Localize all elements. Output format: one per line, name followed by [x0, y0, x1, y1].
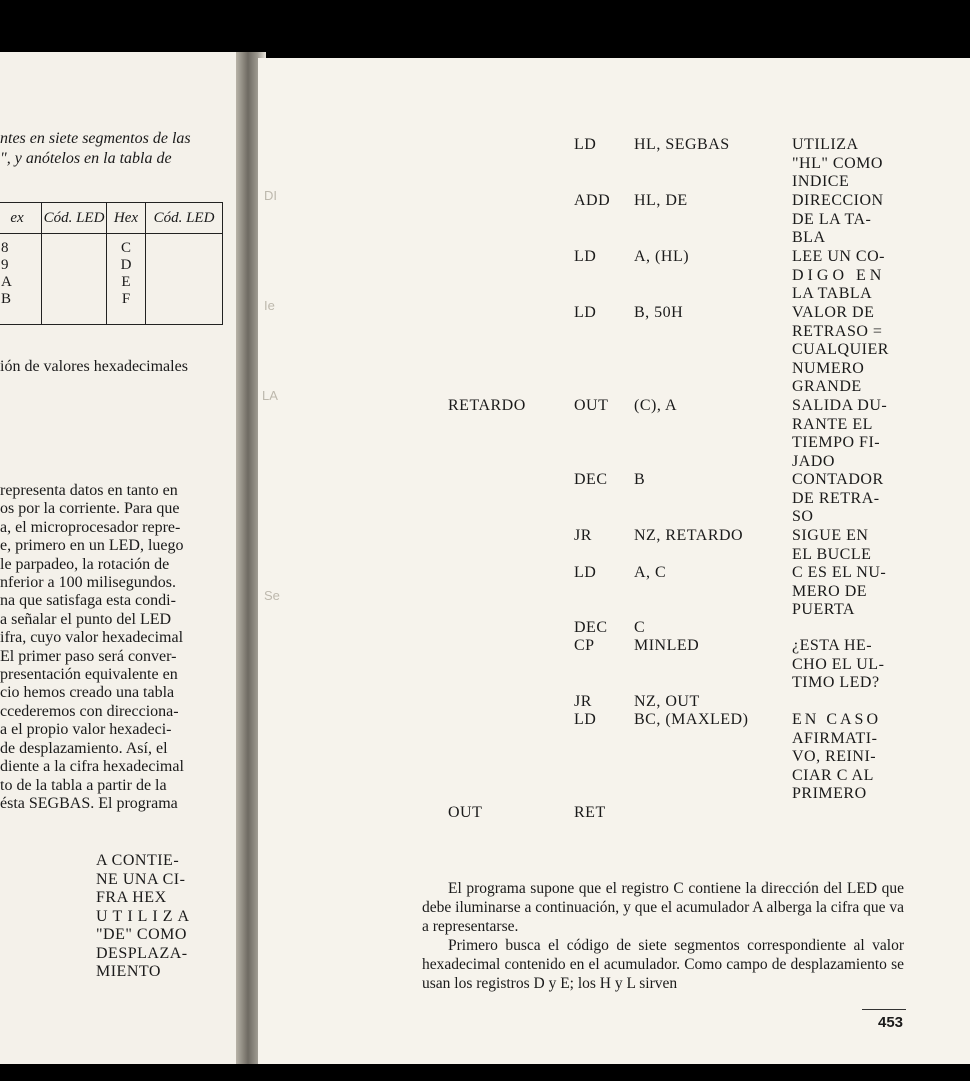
comment-line: INDICE	[792, 173, 850, 190]
table-value: A	[1, 274, 12, 290]
comment-line: FRA HEX	[96, 889, 167, 906]
table-value: 8	[1, 240, 9, 256]
comment-line: ¿ESTA HE-	[792, 637, 873, 654]
code-op: DEC	[574, 471, 608, 488]
text-line: ccederemos con direcciona-	[0, 702, 179, 720]
comment-line: EL BUCLE	[792, 545, 872, 563]
show-through-text: Se	[264, 588, 280, 603]
code-arg: B	[634, 471, 646, 488]
comment-line: CIAR C AL	[792, 766, 874, 784]
comment-line: C ES EL NU-	[792, 564, 887, 581]
table-cell	[0, 234, 42, 325]
comment-line: VALOR DE	[792, 304, 875, 321]
code-comment	[792, 564, 904, 620]
table-cell	[107, 234, 146, 325]
text-line: le parpadeo, la rotación de	[0, 555, 170, 573]
text-line: presentación equivalente en	[0, 666, 178, 684]
comment-line: MIENTO	[96, 963, 161, 980]
code-label: RETARDO	[448, 397, 526, 414]
body-paragraph: El programa supone que el registro C contiene la dirección del LED que debe iluminarse a continuación, y que el acumulador A alberga la cifra que va a representarse.	[422, 880, 904, 935]
hex-led-table	[0, 202, 223, 325]
code-op: JR	[574, 527, 592, 544]
text-line: ifra, cuyo valor hexadecimal	[0, 629, 184, 647]
code-arg: A, C	[634, 564, 667, 581]
code-comment	[96, 852, 208, 982]
left-body-text	[0, 482, 184, 813]
code-op: LD	[574, 136, 597, 153]
comment-line: PUERTA	[792, 601, 855, 618]
comment-line: LA TABLA	[792, 285, 873, 302]
comment-line: TIMO LED?	[792, 674, 880, 691]
code-comment	[792, 192, 904, 248]
page-number-rule	[862, 1009, 906, 1010]
table-header: Cód. LED	[146, 203, 223, 234]
code-op: OUT	[574, 397, 609, 414]
comment-line: GRANDE	[792, 378, 862, 395]
comment-line: SALIDA DU-	[792, 397, 888, 414]
code-op: DEC	[574, 619, 608, 636]
code-comment	[792, 248, 904, 304]
table-value: B	[1, 291, 12, 307]
code-comment	[792, 711, 904, 804]
code-arg: (C), A	[634, 397, 677, 414]
comment-line: UTILIZA	[792, 136, 859, 153]
comment-line: UTILIZA	[96, 907, 195, 925]
code-op: LD	[574, 564, 597, 581]
comment-line: LEE UN CO-	[792, 248, 885, 265]
code-comment	[792, 136, 904, 192]
text-line: os por la corriente. Para que	[0, 500, 180, 518]
comment-line: MERO DE	[792, 582, 868, 600]
comment-line: "HL" COMO	[792, 154, 883, 172]
table-cell	[146, 234, 223, 325]
text-line: de desplazamiento. Así, el	[0, 739, 168, 757]
code-arg: B, 50H	[634, 304, 684, 321]
comment-line: PRIMERO	[792, 785, 867, 802]
show-through-text: DI	[264, 188, 277, 203]
comment-line: VO, REINI-	[792, 748, 877, 765]
comment-line: CUALQUIER	[792, 341, 889, 358]
table-value: C	[120, 240, 131, 256]
comment-line: CONTADOR	[792, 471, 884, 488]
code-comment	[792, 304, 904, 397]
code-arg: NZ, OUT	[634, 693, 700, 710]
right-page	[258, 58, 970, 1064]
code-label: OUT	[448, 804, 483, 821]
comment-line: CHO EL UL-	[792, 655, 885, 673]
code-comment	[792, 397, 904, 471]
text-line: nferior a 100 milisegundos.	[0, 574, 176, 592]
text-line: El primer paso será conver-	[0, 647, 177, 665]
comment-line: BLA	[792, 229, 826, 246]
comment-line: DESPLAZA-	[96, 944, 188, 962]
code-arg: MINLED	[634, 637, 700, 654]
code-comment	[792, 471, 904, 527]
code-comment	[792, 637, 904, 693]
comment-line: DE RETRA-	[792, 489, 880, 507]
comment-line: SIGUE EN	[792, 527, 869, 544]
text-line: e, primero en un LED, luego	[0, 537, 184, 555]
code-arg: NZ, RETARDO	[634, 527, 744, 544]
table-value: D	[120, 257, 132, 273]
code-op: RET	[574, 804, 606, 821]
comment-line: AFIRMATI-	[792, 729, 878, 747]
table-value: 9	[1, 257, 9, 273]
comment-line: NE UNA CI-	[96, 870, 186, 888]
comment-line: "DE" COMO	[96, 926, 187, 943]
text-line: representa datos en tanto en	[0, 482, 178, 499]
comment-line: TIEMPO FI-	[792, 434, 881, 451]
text-line: na que satisfaga esta condi-	[0, 592, 176, 610]
code-arg: HL, SEGBAS	[634, 136, 730, 153]
code-op: LD	[574, 711, 597, 728]
text-line: a el propio valor hexadeci-	[0, 721, 172, 739]
code-comment	[792, 527, 904, 564]
table-cell	[42, 234, 107, 325]
italic-line-2: ", y anótelos en la tabla de	[0, 150, 172, 167]
code-op: ADD	[574, 192, 611, 209]
comment-line: DIRECCION	[792, 192, 884, 209]
italic-line-1: ntes en siete segmentos de las	[0, 130, 191, 147]
text-line: ésta SEGBAS. El programa	[0, 794, 178, 812]
table-value: F	[121, 291, 131, 307]
code-arg: BC, (MAXLED)	[634, 711, 749, 728]
text-line: cio hemos creado una tabla	[0, 684, 175, 702]
table-value: E	[121, 274, 131, 290]
body-paragraph: Primero busca el código de siete segmentos correspondiente al valor hexadecimal contenido en el acumulador. Como campo de desplazamiento se usan los registros D y E; los H y L sirven	[422, 937, 904, 992]
code-op: LD	[574, 248, 597, 265]
code-arg: A, (HL)	[634, 248, 690, 265]
code-op: JR	[574, 693, 592, 710]
text-line: to de la tabla a partir de la	[0, 776, 167, 794]
page-number: 453	[878, 1014, 904, 1031]
left-page	[0, 52, 248, 1064]
show-through-text: LA	[262, 388, 278, 403]
comment-line: JADO	[792, 452, 835, 470]
comment-line: DIGO EN	[792, 266, 886, 284]
comment-line: EN CASO	[792, 711, 882, 728]
table-header: ex	[0, 203, 42, 234]
comment-line: A CONTIE-	[96, 852, 180, 869]
show-through-text: Ie	[264, 298, 275, 313]
text-line: a, el microprocesador repre-	[0, 518, 181, 536]
table-caption: ión de valores hexadecimales	[0, 358, 188, 375]
comment-line: RANTE EL	[792, 415, 873, 433]
code-arg: HL, DE	[634, 192, 688, 209]
table-header: Cód. LED	[42, 203, 107, 234]
text-line: diente a la cifra hexadecimal	[0, 758, 184, 776]
comment-line: RETRASO =	[792, 322, 883, 340]
comment-line: DE LA TA-	[792, 210, 872, 228]
code-op: CP	[574, 637, 595, 654]
text-line: a señalar el punto del LED	[0, 610, 172, 628]
comment-line: SO	[792, 508, 814, 525]
code-op: LD	[574, 304, 597, 321]
table-header: Hex	[107, 203, 146, 234]
comment-line: NUMERO	[792, 359, 865, 377]
code-arg: C	[634, 619, 646, 636]
